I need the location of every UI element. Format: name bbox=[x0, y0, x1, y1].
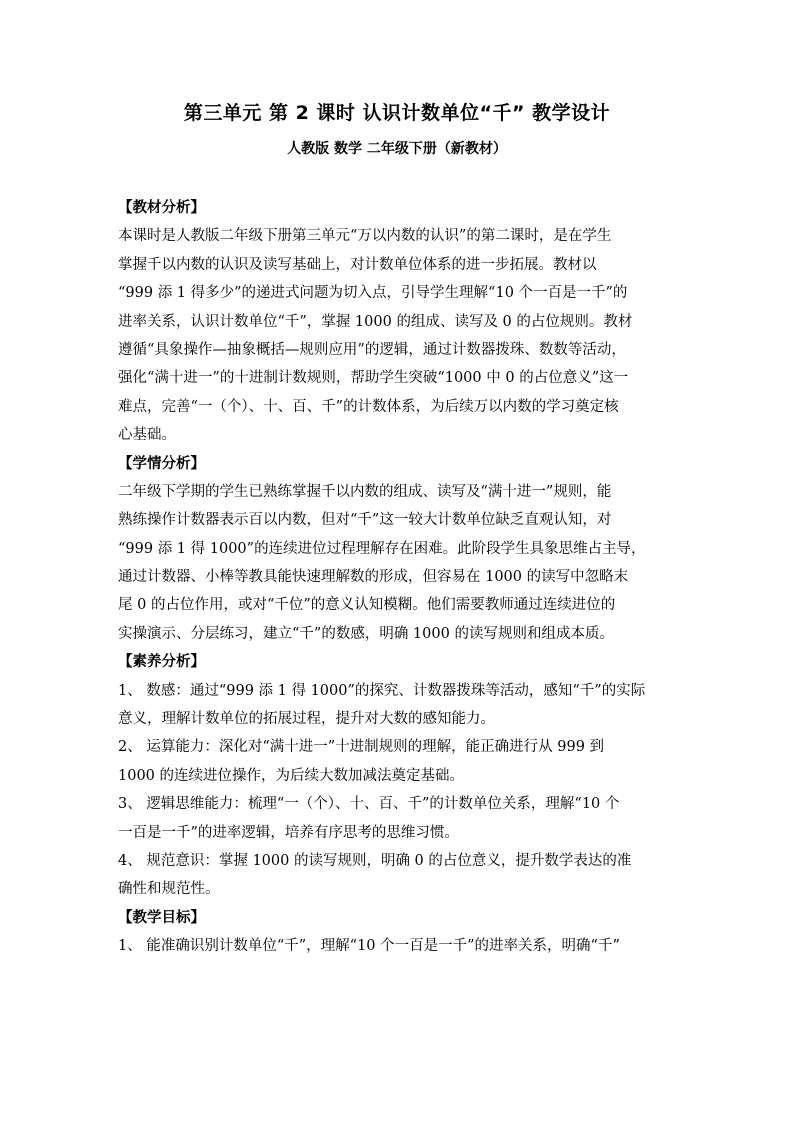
section-heading: 【教学目标】 bbox=[118, 908, 205, 926]
paragraph-line: 难点，完善“一（个）、十、百、千”的计数体系，为后续万以内数的学习奠定核 bbox=[118, 398, 619, 415]
paragraph-line: 尾 0 的占位作用，或对“千位”的意义认知模糊。他们需要教师通过连续进位的 bbox=[118, 597, 616, 614]
document-subtitle: 人教版 数学 二年级下册（新教材） bbox=[287, 141, 507, 157]
paragraph-line: 本课时是人教版二年级下册第三单元“万以内数的认识”的第二课时，是在学生 bbox=[118, 228, 612, 245]
paragraph-line: “999 添 1 得 1000”的连续进位过程理解存在困难。此阶段学生具象思维占主导， bbox=[118, 540, 646, 557]
paragraph-line: 通过计数器、小棒等教具能快速理解数的形成，但容易在 1000 的读写中忽略末 bbox=[118, 569, 629, 586]
section-heading: 【素养分析】 bbox=[118, 653, 205, 671]
document-body bbox=[118, 194, 688, 961]
paragraph-line: 2、 运算能力：深化对“满十进一”十进制规则的理解，能正确进行从 999 到 bbox=[118, 739, 605, 756]
paragraph-line: 1、 数感：通过“999 添 1 得 1000”的探究、计数器拨珠等活动，感知“千”的实际 bbox=[118, 682, 646, 699]
section-heading: 【教材分析】 bbox=[118, 199, 205, 216]
paragraph-line: 确性和规范性。 bbox=[118, 881, 220, 898]
paragraph-line: 意义，理解计数单位的拓展过程，提升对大数的感知能力。 bbox=[118, 711, 495, 728]
paragraph-line: 实操演示、分层练习，建立“千”的数感，明确 1000 的读写规则和组成本质。 bbox=[118, 625, 614, 642]
paragraph-line: 1、 能准确识别计数单位“千”，理解“10 个一百是一千”的进率关系，明确“千” bbox=[118, 938, 620, 955]
paragraph-line: 4、 规范意识：掌握 1000 的读写规则，明确 0 的占位意义，提升数学表达的准 bbox=[118, 852, 632, 869]
paragraph-line: 心基础。 bbox=[118, 427, 176, 444]
document-title: 第三单元 第 2 课时 认识计数单位“千” 教学设计 bbox=[183, 102, 611, 124]
paragraph-line: 进率关系，认识计数单位“千”，掌握 1000 的组成、读写及 0 的占位规则。教材 bbox=[118, 313, 633, 330]
paragraph-line: 二年级下学期的学生已熟练掌握千以内数的组成、读写及“满十进一”规则，能 bbox=[118, 483, 612, 500]
paragraph-line: “999 添 1 得多少”的递进式问题为切入点，引导学生理解“10 个一百是一千”的 bbox=[118, 285, 628, 302]
paragraph-line: 遵循“具象操作—抽象概括—规则应用”的逻辑，通过计数器拨珠、数数等活动， bbox=[118, 341, 626, 358]
paragraph-line: 一百是一千”的进率逻辑，培养有序思考的思维习惯。 bbox=[118, 824, 459, 841]
paragraph-line: 熟练操作计数器表示百以内数，但对“千”这一较大计数单位缺乏直观认知，对 bbox=[118, 512, 612, 529]
paragraph-line: 1000 的连续进位操作，为后续大数加减法奠定基础。 bbox=[118, 767, 465, 784]
paragraph-line: 掌握千以内数的认识及读写基础上，对计数单位体系的进一步拓展。教材以 bbox=[118, 256, 597, 273]
paragraph-line: 强化“满十进一”的十进制计数规则，帮助学生突破“1000 中 0 的占位意义”这一 bbox=[118, 370, 629, 387]
paragraph-line: 3、 逻辑思维能力：梳理“一（个）、十、百、千”的计数单位关系，理解“10 个 bbox=[118, 796, 620, 813]
section-heading: 【学情分析】 bbox=[118, 454, 205, 472]
